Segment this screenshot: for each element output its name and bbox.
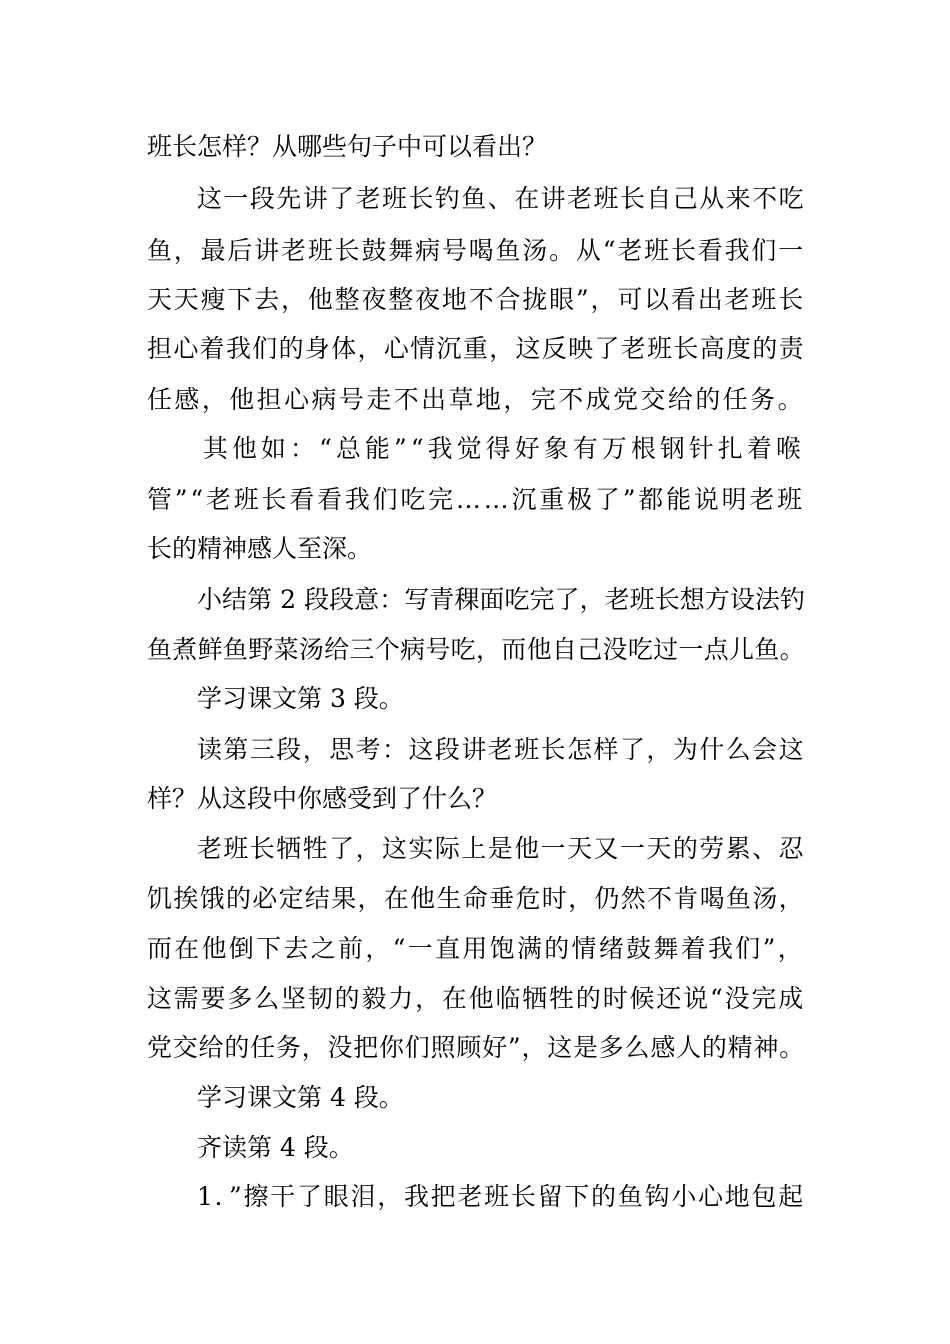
line-text: 鱼煮鲜鱼野菜汤给三个病号吃，而他自己没吃过一点儿鱼。 — [147, 635, 805, 664]
text-line-7 — [0, 429, 950, 469]
text-line-10 — [0, 580, 950, 620]
text-line-15 — [0, 829, 950, 869]
line-text: 管”“老班长看看我们吃完……沉重极了”都能说明老班 — [147, 485, 805, 514]
text-line-20 — [0, 1078, 950, 1118]
line-text: 小结第 2 段段意：写青稞面吃完了，老班长想方设法钓 — [197, 585, 806, 614]
text-line-9 — [0, 529, 950, 569]
text-line-22 — [0, 1177, 950, 1217]
text-line-2 — [0, 179, 950, 219]
line-text: 而在他倒下去之前，“一直用饱满的情绪鼓舞着我们”， — [147, 934, 806, 963]
line-text: 读第三段，思考：这段讲老班长怎样了，为什么会这 — [197, 735, 806, 764]
text-line-12 — [0, 679, 950, 719]
line-text: 班长怎样？从哪些句子中可以看出？ — [147, 132, 548, 161]
text-line-14 — [0, 779, 950, 819]
line-text: 学习课文第 4 段。 — [197, 1083, 404, 1112]
text-line-8 — [0, 480, 950, 520]
line-text: 党交给的任务，没把你们照顾好”，这是多么感人的精神。 — [147, 1033, 806, 1062]
line-text: 天天瘦下去，他整夜整夜地不合拢眼”，可以看出老班长 — [147, 285, 806, 314]
line-text: 1．”擦干了眼泪，我把老班长留下的鱼钩小心地包起 — [197, 1182, 806, 1211]
text-line-5 — [0, 329, 950, 369]
text-line-3 — [0, 231, 950, 271]
line-text: 齐读第 4 段。 — [197, 1133, 354, 1162]
text-line-6 — [0, 380, 950, 420]
text-line-19 — [0, 1028, 950, 1068]
text-line-1 — [0, 127, 950, 167]
line-text: 饥挨饿的必定结果，在他生命垂危时，仍然不肯喝鱼汤， — [147, 884, 805, 913]
text-line-4 — [0, 280, 950, 320]
line-text: 学习课文第 3 段。 — [197, 684, 404, 713]
line-text: 担心着我们的身体，心情沉重，这反映了老班长高度的责 — [147, 334, 805, 363]
text-line-16 — [0, 879, 950, 919]
line-text: 任感，他担心病号走不出草地，完不成党交给的任务。 — [147, 385, 806, 414]
line-text: 这需要多么坚韧的毅力，在他临牺牲的时候还说“没完成 — [147, 984, 806, 1013]
line-text: 老班长牺牲了，这实际上是他一天又一天的劳累、忍 — [197, 834, 806, 863]
text-line-17 — [0, 929, 950, 969]
line-text: 这一段先讲了老班长钓鱼、在讲老班长自己从来不吃 — [197, 184, 806, 213]
text-line-11 — [0, 630, 950, 670]
line-text: 鱼，最后讲老班长鼓舞病号喝鱼汤。从“老班长看我们一 — [147, 236, 806, 265]
text-line-18 — [0, 979, 950, 1019]
line-text: 其他如：“总能”“我觉得好象有万根钢针扎着喉 — [203, 434, 805, 463]
text-line-13 — [0, 730, 950, 770]
text-line-21 — [0, 1128, 950, 1168]
line-text: 样？从这段中你感受到了什么？ — [147, 784, 498, 813]
line-text: 长的精神感人至深。 — [147, 534, 373, 563]
